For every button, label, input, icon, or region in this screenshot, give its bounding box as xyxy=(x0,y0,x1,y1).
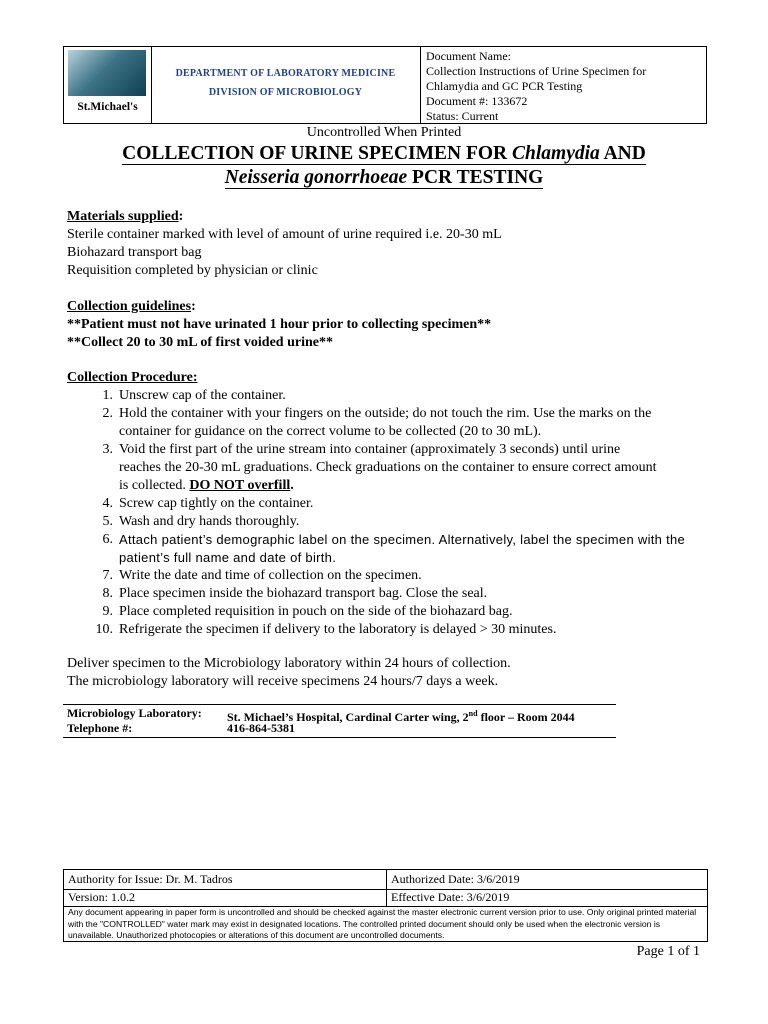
footer-row-authority xyxy=(64,870,707,890)
document-info-cell xyxy=(420,47,706,123)
footer-table xyxy=(63,869,708,942)
materials-heading: Materials supplied xyxy=(67,209,179,224)
step-number: 6. xyxy=(102,532,113,547)
doc-status: Status: Current xyxy=(426,109,499,123)
lab-info-top-rule xyxy=(63,704,616,705)
step-text: Hold the container with your fingers on the outside; do not touch the rim. Use the marks on the xyxy=(119,406,652,421)
doc-name-line2: Chlamydia and GC PCR Testing xyxy=(426,79,583,93)
materials-item: Biohazard transport bag xyxy=(67,245,202,260)
document-header xyxy=(63,46,707,124)
materials-section: Materials supplied: Sterile container marked with level of amount of urine required i.e. 20-30 mL Biohazard transport bag Requisition completed by physician or clinic xyxy=(67,209,502,278)
footer-disclaimer: Any document appearing in paper form is uncontrolled and should be checked against the master electronic current version prior to use. Only original printed material with the "CONTROLLED" water mark may exist in designated locations. The controlled printed document should only be used when the electronic version is unavailable. Unauthorized photocopies or alterations of this document are uncontrolled documents. xyxy=(68,907,697,940)
authorized-date-cell: Authorized Date: 3/6/2019 xyxy=(391,872,520,886)
hospital-logo-text: St.Michael's xyxy=(77,101,138,113)
step-text: Refrigerate the specimen if delivery to the laboratory is delayed > 30 minutes. xyxy=(119,622,557,637)
department-name: DEPARTMENT OF LABORATORY MEDICINE xyxy=(175,68,396,79)
step-number: 9. xyxy=(102,604,113,619)
department-cell xyxy=(151,47,421,123)
procedure-step xyxy=(88,567,708,585)
procedure-heading-text: Collection Procedure: xyxy=(67,370,198,385)
delivery-line: Deliver specimen to the Microbiology laboratory within 24 hours of collection. xyxy=(67,656,511,671)
step-number: 1. xyxy=(102,388,113,403)
uncontrolled-notice: Uncontrolled When Printed xyxy=(306,125,462,140)
title-line2 xyxy=(0,167,768,189)
step-text: Wash and dry hands thoroughly. xyxy=(119,514,300,529)
guideline-item: **Patient must not have urinated 1 hour prior to collecting specimen** xyxy=(67,317,492,332)
step-number: 2. xyxy=(102,406,113,421)
guideline-item: **Collect 20 to 30 mL of first voided urine** xyxy=(67,335,333,350)
title-text-a: COLLECTION OF URINE SPECIMEN FOR xyxy=(122,143,513,164)
logo-cell xyxy=(64,47,152,123)
procedure-step xyxy=(88,621,708,639)
step-text: container for guidance on the correct volume to be collected (20 to 30 mL). xyxy=(119,424,542,439)
procedure-step xyxy=(88,495,708,513)
step-number: 5. xyxy=(102,514,113,529)
step-text: Place specimen inside the biohazard transport bag. Close the seal. xyxy=(119,586,488,601)
procedure-step xyxy=(88,531,708,567)
page-number: Page 1 of 1 xyxy=(636,944,700,959)
step-text: is collected. xyxy=(119,478,190,493)
step-text: Attach patient’s demographic label on the specimen. Alternatively, label the specimen with the xyxy=(119,532,686,547)
guidelines-section: Collection guidelines: **Patient must not have urinated 1 hour prior to collecting specimen** **Collect 20 to 30 mL of first voided urine** xyxy=(67,299,492,350)
materials-item: Requisition completed by physician or clinic xyxy=(67,263,318,278)
telephone-label: Telephone #: xyxy=(67,721,133,735)
hospital-logo-image xyxy=(68,50,146,96)
doc-name-line1: Collection Instructions of Urine Specimen for xyxy=(426,64,647,78)
doc-name-label: Document Name: xyxy=(426,49,511,63)
procedure-step xyxy=(88,585,708,603)
title-line1 xyxy=(0,143,768,165)
procedure-step xyxy=(88,387,708,405)
lab-label: Microbiology Laboratory: xyxy=(67,706,202,720)
do-not-overfill-warning: DO NOT overfill xyxy=(189,478,291,493)
procedure-step xyxy=(88,603,708,621)
step-text: reaches the 20-30 mL graduations. Check graduations on the container to ensure correct amount xyxy=(119,460,657,475)
effective-date-cell: Effective Date: 3/6/2019 xyxy=(391,890,510,904)
procedure-step xyxy=(88,441,708,495)
step-text-tail: . xyxy=(290,478,294,493)
authority-cell: Authority for Issue: Dr. M. Tadros xyxy=(64,870,387,889)
materials-item: Sterile container marked with level of amount of urine required i.e. 20-30 mL xyxy=(67,227,502,242)
step-text: Void the first part of the urine stream into container (approximately 3 seconds) until urine xyxy=(119,442,621,457)
step-text: patient’s full name and date of birth. xyxy=(119,550,337,565)
title-neisseria: Neisseria gonorrhoeae xyxy=(224,167,408,188)
step-text: Unscrew cap of the container. xyxy=(119,388,286,403)
step-number: 4. xyxy=(102,496,113,511)
step-text: Screw cap tightly on the container. xyxy=(119,496,314,511)
step-number: 8. xyxy=(102,586,113,601)
version-cell: Version: 1.0.2 xyxy=(64,889,387,906)
guidelines-heading: Collection guidelines xyxy=(67,299,192,314)
procedure-heading xyxy=(67,369,198,387)
step-number: 7. xyxy=(102,568,113,583)
procedure-steps xyxy=(88,387,708,639)
lab-info-bottom-rule xyxy=(63,737,616,738)
step-text: Write the date and time of collection on the specimen. xyxy=(119,568,422,583)
lab-address-sup: nd xyxy=(468,709,478,718)
lab-address-room: floor – Room 2044 xyxy=(477,710,575,724)
step-number: 3. xyxy=(102,442,113,457)
title-text-c: AND xyxy=(599,143,646,164)
doc-number: Document #: 133672 xyxy=(426,94,528,108)
step-number: 10. xyxy=(95,622,113,637)
title-chlamydia: Chlamydia xyxy=(512,143,600,164)
delivery-line: The microbiology laboratory will receive specimens 24 hours/7 days a week. xyxy=(67,674,499,689)
title-pcr-testing: PCR TESTING xyxy=(407,167,544,188)
lab-address-text: St. Michael’s Hospital, Cardinal Carter wing, 2 xyxy=(227,710,469,724)
division-name: DIVISION OF MICROBIOLOGY xyxy=(208,87,363,98)
step-text: Place completed requisition in pouch on the side of the biohazard bag. xyxy=(119,604,513,619)
telephone-number: 416-864-5381 xyxy=(227,721,295,735)
procedure-step xyxy=(88,405,708,441)
delivery-section xyxy=(67,655,511,691)
footer-row-version xyxy=(64,889,707,907)
procedure-step xyxy=(88,513,708,531)
